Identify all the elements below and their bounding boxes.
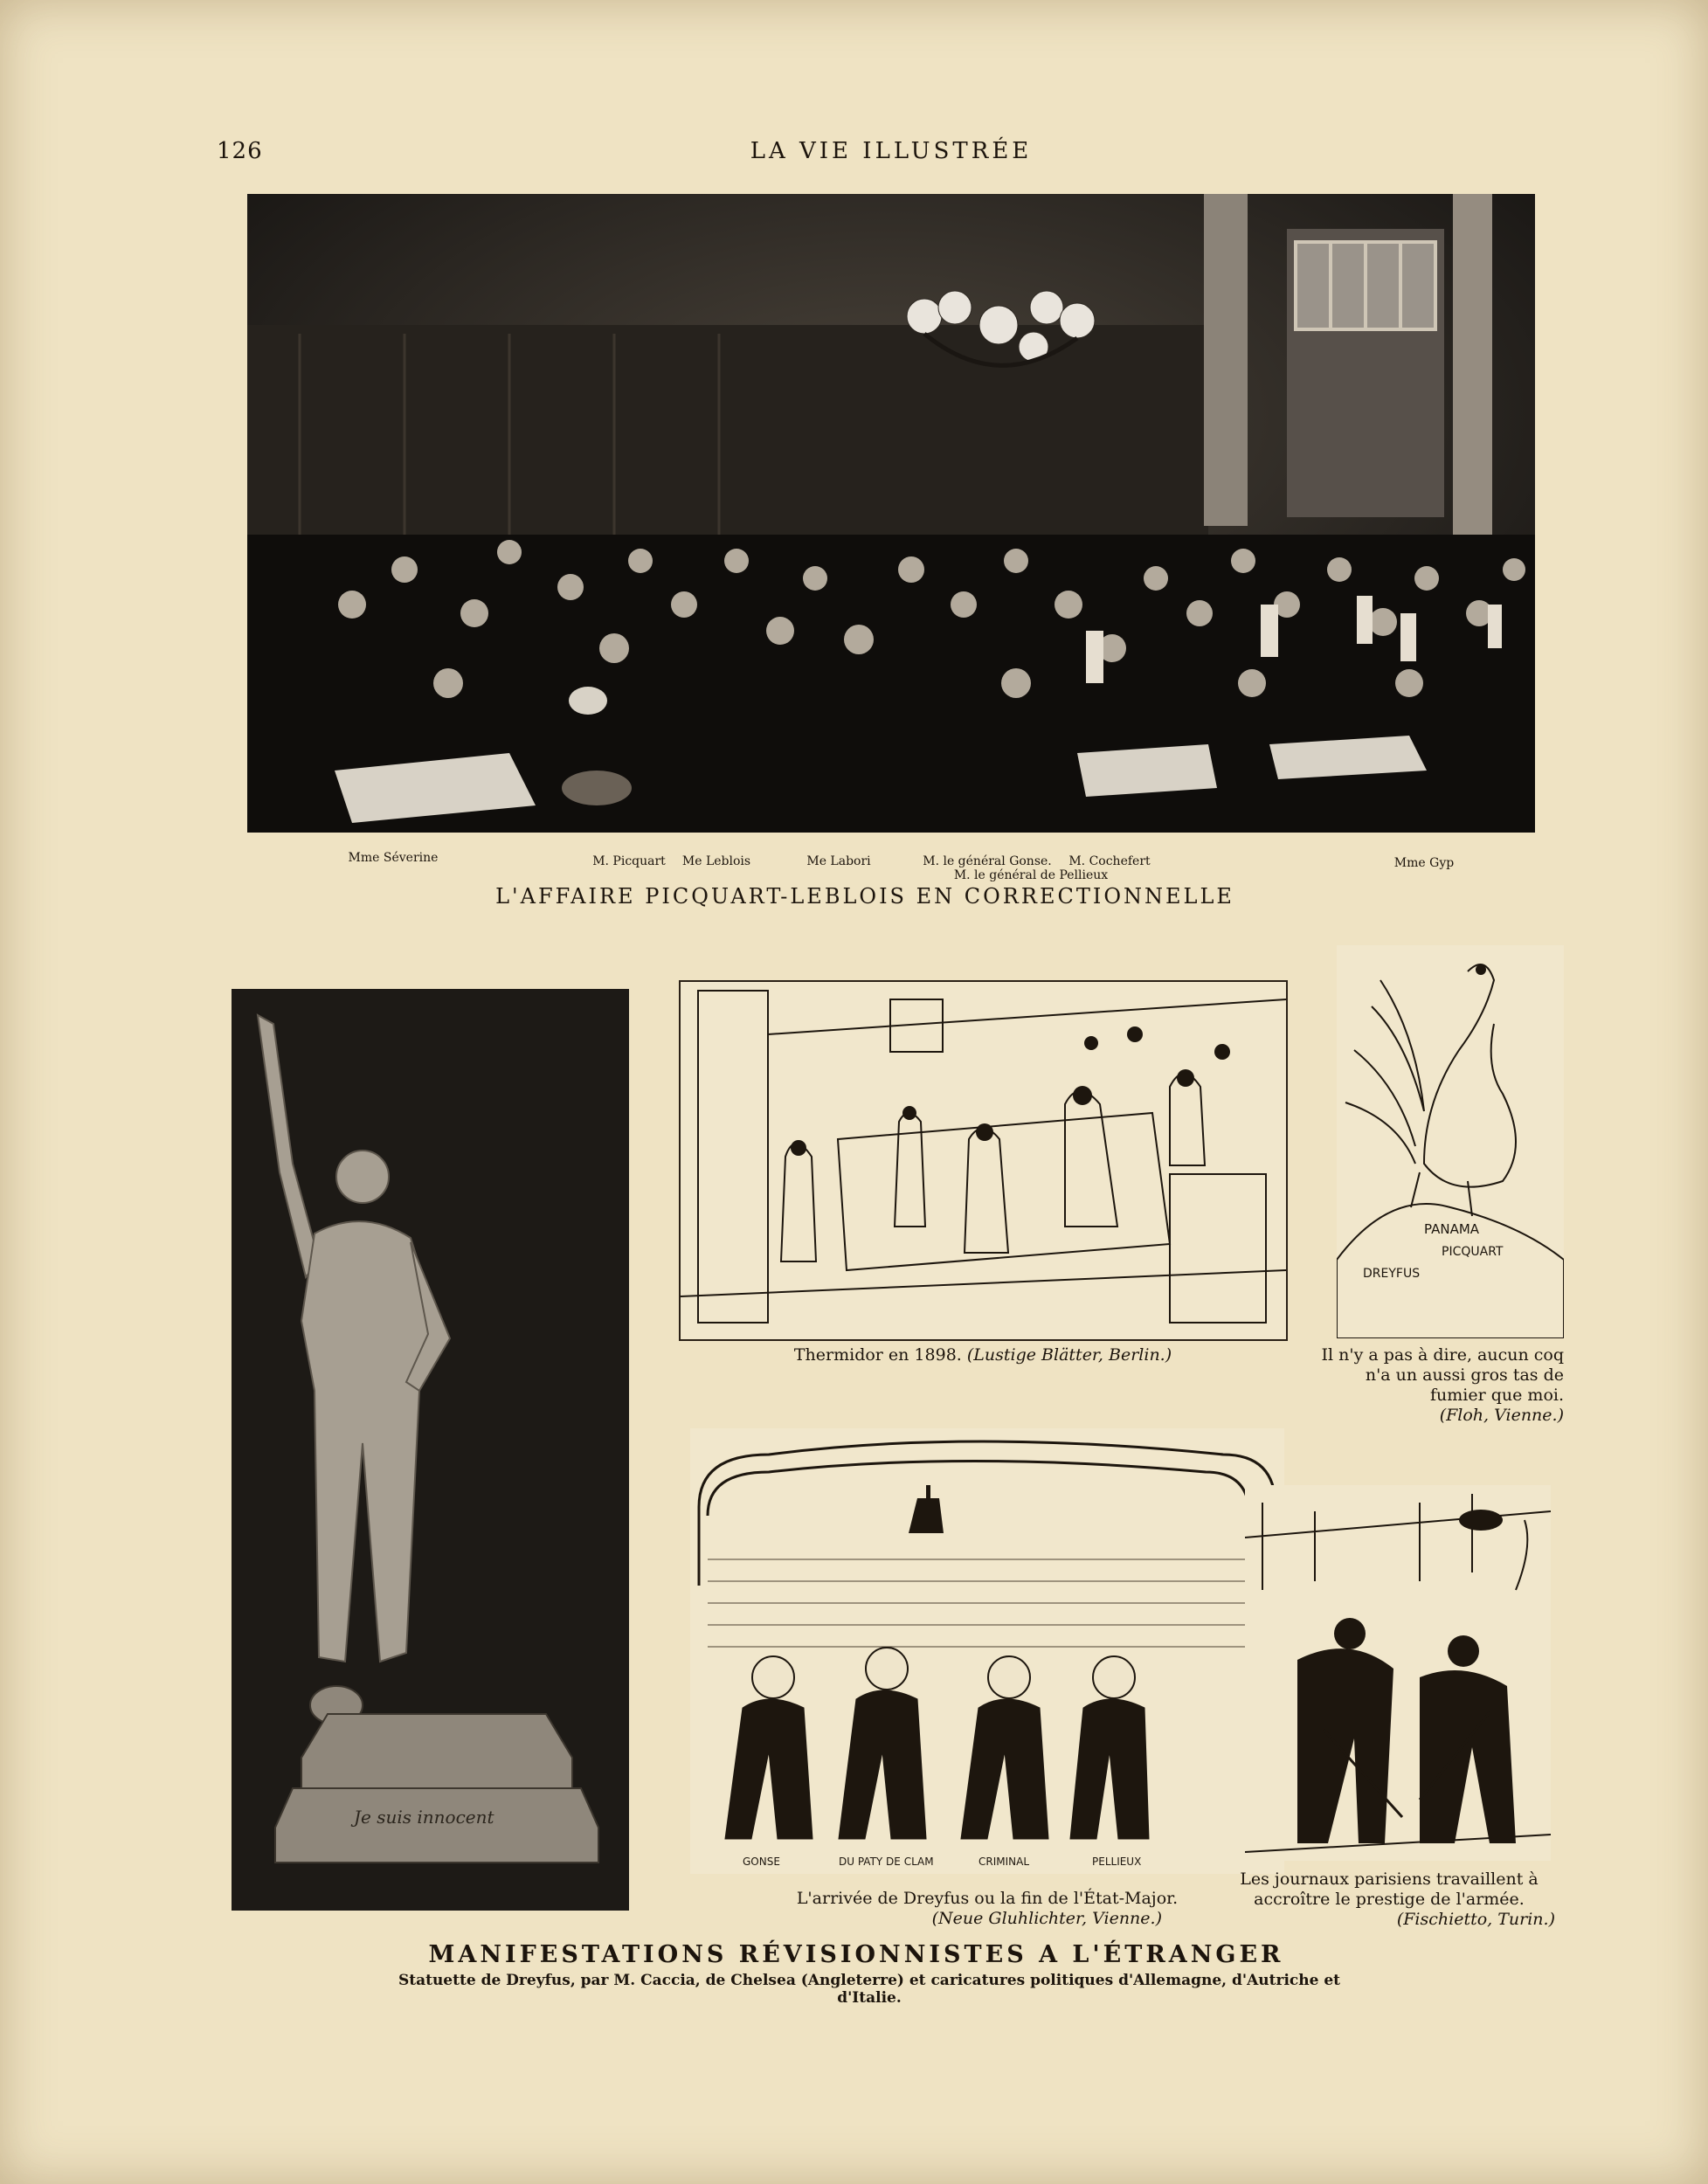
figure-label-criminal: CRIMINAL (978, 1856, 1030, 1868)
heap-word-panama: PANAMA (1424, 1221, 1480, 1237)
page-number: 126 (217, 138, 263, 164)
caption-coq (1319, 1345, 1564, 1426)
label-cochefert: M. Cochefert (1068, 854, 1151, 868)
courtroom-title: L'AFFAIRE PICQUART-LEBLOIS EN CORRECTIONNELLE (495, 884, 1234, 909)
label-pellieux: M. le général de Pellieux (953, 868, 1109, 882)
cartoon-journaux (1245, 1485, 1551, 1861)
label-gyp: Mme Gyp (1393, 856, 1455, 870)
cartoon-coq (1337, 945, 1564, 1338)
running-title: LA VIE ILLUSTRÉE (750, 138, 1033, 164)
section-footer-subtitle: Statuette de Dreyfus, par M. Caccia, de Chelsea (Angleterre) et caricatures politiques d'Allemagne, d'Autriche et d'Italie. (398, 1972, 1341, 2007)
caption-journaux-source: (Fischietto, Turin.) (1396, 1910, 1555, 1929)
cartoon-arrivee (690, 1428, 1284, 1874)
label-gonse: M. le général Gonse. (923, 854, 1052, 868)
courtroom-photo (247, 194, 1535, 833)
statuette-photo (232, 989, 629, 1911)
figure-label-gonse: GONSE (743, 1856, 780, 1868)
statuette-inscription: Je suis innocent (354, 1807, 494, 1828)
figure-label-pellieux: PELLIEUX (1092, 1856, 1142, 1868)
caption-journaux-text: Les journaux parisiens travaillent à accroître le prestige de l'armée. (1240, 1870, 1539, 1909)
figure-label-dupaty: DU PATY DE CLAM (839, 1856, 934, 1868)
heap-word-dreyfus: DREYFUS (1363, 1267, 1421, 1281)
caption-thermidor-source: (Lustige Blätter, Berlin.) (966, 1345, 1172, 1365)
caption-thermidor (699, 1345, 1267, 1365)
caption-thermidor-title: Thermidor en 1898. (793, 1345, 962, 1365)
heap-word-picquart: PICQUART (1442, 1245, 1504, 1259)
section-footer-title: MANIFESTATIONS RÉVISIONNISTES A L'ÉTRANGER (428, 1941, 1284, 1968)
caption-journaux (1223, 1870, 1555, 1930)
label-leblois: Me Leblois (681, 854, 751, 868)
caption-arrivee (699, 1889, 1276, 1929)
cartoon-thermidor (679, 980, 1288, 1341)
label-severine: Mme Séverine (348, 851, 439, 865)
caption-arrivee-source: (Neue Gluhlichter, Vienne.) (931, 1909, 1162, 1928)
label-picquart: M. Picquart (592, 854, 666, 868)
caption-coq-text: Il n'y a pas à dire, aucun coq n'a un aussi gros tas de fumier que moi. (1321, 1345, 1564, 1405)
caption-coq-source: (Floh, Vienne.) (1439, 1406, 1564, 1425)
caption-arrivee-title: L'arrivée de Dreyfus ou la fin de l'État-Major. (796, 1889, 1179, 1908)
label-labori: Me Labori (806, 854, 871, 868)
